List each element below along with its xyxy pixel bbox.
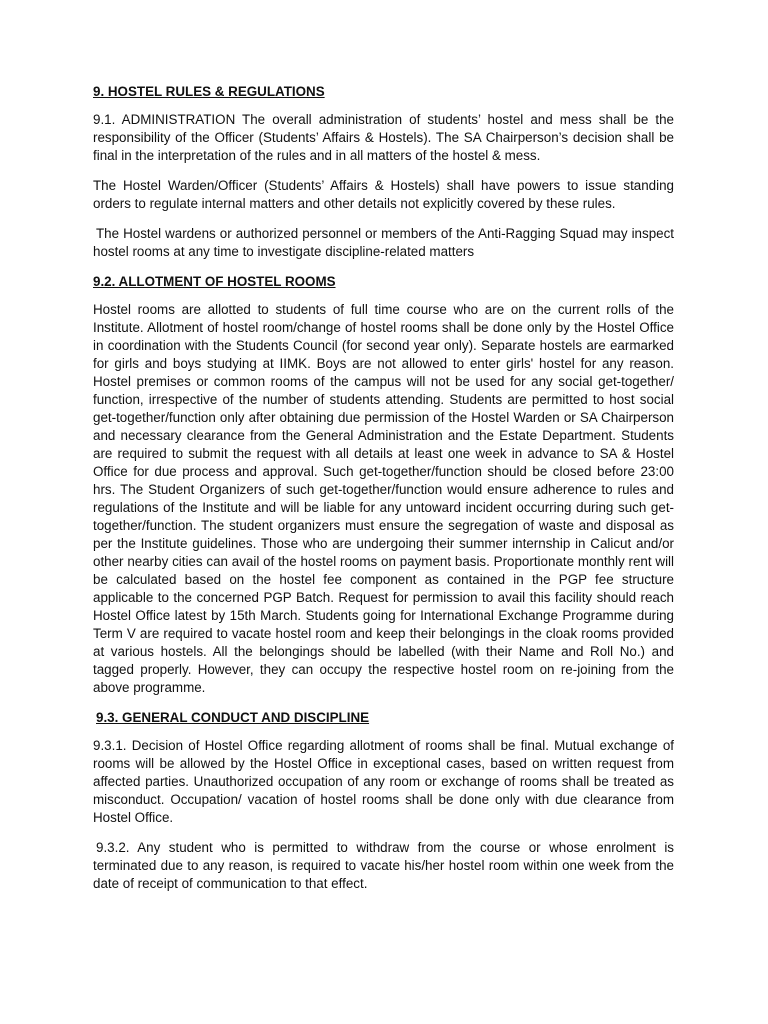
section-heading-hostel-rules: 9. HOSTEL RULES & REGULATIONS bbox=[93, 84, 325, 99]
paragraph-warden-powers: The Hostel Warden/Officer (Students’ Affairs & Hostels) shall have powers to issue standing orders to regulate internal matters and other details not explicitly covered by these rules. bbox=[93, 178, 674, 211]
paragraph-administration: 9.1. ADMINISTRATION The overall administration of students’ hostel and mess shall be the responsibility of the Officer (Students’ Affairs & Hostels). The SA Chairperson’s decision shall be final in the interpretation of the rules and in all matters of the hostel & mess. bbox=[93, 112, 674, 163]
paragraph-inspection: The Hostel wardens or authorized personnel or members of the Anti-Ragging Squad may inspect hostel rooms at any time to investigate discipline-related matters bbox=[93, 226, 674, 259]
paragraph-withdrawal: 9.3.2. Any student who is permitted to withdraw from the course or whose enrolment is terminated due to any reason, is required to vacate his/her hostel room within one week from the date of receipt of communication to that effect. bbox=[93, 840, 674, 891]
section-heading-allotment: 9.2. ALLOTMENT OF HOSTEL ROOMS bbox=[93, 274, 336, 289]
paragraph-room-allotment-decision: 9.3.1. Decision of Hostel Office regarding allotment of rooms shall be final. Mutual exchange of rooms will be allowed by the Hostel Office in exceptional cases, based on written request from affected parties. Unauthorized occupation of any room or exchange of rooms shall be treated as misconduct. Occupation/ vacation of hostel rooms shall be done only with due clearance from Hostel Office. bbox=[93, 738, 674, 825]
paragraph-allotment: Hostel rooms are allotted to students of full time course who are on the current rolls of the Institute. Allotment of hostel room/change of hostel rooms shall be done only by the Hostel Office in coordination with the Students Council (for second year only). Separate hostels are earmarked for girls and boys studying at IIMK. Boys are not allowed to enter girls' hostel for any reason. Hostel premises or common rooms of the campus will not be used for any social get-together/ function, irrespective of the number of students attending. Students are permitted to host social get-together/function only after obtaining due permission of the Hostel Warden or SA Chairperson and necessary clearance from the General Administration and the Estate Department. Students are required to submit the request with all details at least one week in advance to SA & Hostel Office for due process and approval. Such get-together/function should be closed before 23:00 hrs. The Student Organizers of such get-together/function would ensure adherence to rules and regulations of the Institute and will be liable for any untoward incident occurring during such get-together/function. The student organizers must ensure the segregation of waste and disposal as per the Institute guidelines. Those who are undergoing their summer internship in Calicut and/or other nearby cities can avail of the hostel rooms on payment basis. Proportionate monthly rent will be calculated based on the hostel fee component as contained in the PGP fee structure applicable to the concerned PGP Batch. Request for permission to avail this facility should reach Hostel Office latest by 15th March. Students going for International Exchange Programme during Term V are required to vacate hostel room and keep their belongings in the cloak rooms provided at various hostels. All the belongings should be labelled (with their Name and Roll No.) and tagged properly. However, they can occupy the respective hostel room on re-joining from the above programme. bbox=[93, 302, 674, 695]
section-heading-conduct: 9.3. GENERAL CONDUCT AND DISCIPLINE bbox=[96, 710, 370, 725]
